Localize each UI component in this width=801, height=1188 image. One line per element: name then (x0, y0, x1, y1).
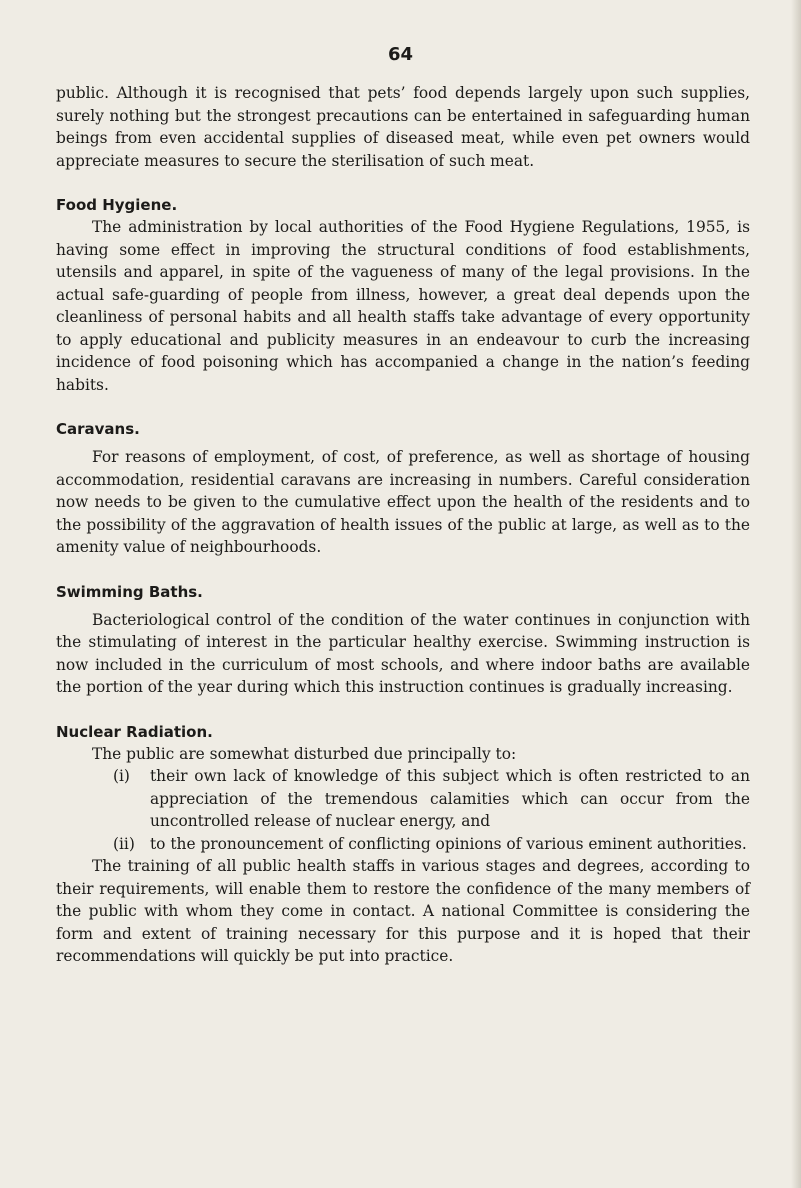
section-food-hygiene (56, 194, 750, 396)
section-heading: Nuclear Radiation. (56, 722, 213, 741)
section-heading: Caravans. (56, 420, 140, 438)
section-paragraph: For reasons of employment, of cost, of preference, as well as shortage of housing accommodation, residential caravans are increasing in numbers. Careful consideration now needs to be given to the cumulative effect upon the health of the residents and to the possibility of the aggravation of health issues of the public at large, as well as to the amenity value of neighbourhoods. (56, 448, 750, 556)
section-paragraph: The training of all public health staffs in various stages and degrees, according to their requirements, will enable them to restore the confidence of the many members of the public with whom they come in contact. A national Committee is considering the form and extent of training necessary for this purpose and it is hoped that their recommendations will quickly be put into practice. (56, 857, 750, 965)
section-paragraph: The administration by local authorities of the Food Hygiene Regulations, 1955, is having some effect in improving the structural conditions of food establishments, utensils and apparel, in spite of the vagueness of many of the legal provisions. In the actual safe-guarding of people from illness, however, a great deal depends upon the cleanliness of personal habits and all health staffs take advantage of every opportunity to apply educational and publicity measures in an endeavour to curb the increasing incidence of food poisoning which has accompanied a change in the nation’s feeding habits. (56, 218, 750, 394)
list-item-text: to the pronouncement of conflicting opinions of various eminent authorities. (150, 834, 747, 853)
page-edge-shadow (791, 0, 801, 1188)
section-heading: Swimming Baths. (56, 582, 203, 601)
intro-paragraph: public. Although it is recognised that pets’ food depends largely upon such supplies, surely nothing but the strongest precautions can be entertained in safeguarding human beings from even accidental supplies of diseased meat, while even pet owners would appreciate measures to secure the sterilisation of such meat. (56, 84, 750, 170)
list-item (56, 765, 750, 833)
section-lead: The public are somewhat disturbed due principally to: (92, 744, 517, 763)
list-item-text: their own lack of knowledge of this subject which is often restricted to an appreciation of the tremendous calamities which can occur from the uncontrolled release of nuclear energy, and (150, 767, 750, 830)
list-item-number: (ii) (113, 834, 135, 853)
section-heading: Food Hygiene. (56, 196, 178, 214)
numbered-list (56, 765, 750, 855)
section-nuclear-radiation (56, 721, 750, 968)
section-swimming-baths (56, 581, 750, 699)
section-caravans (56, 418, 750, 559)
list-item (56, 833, 750, 856)
section-paragraph: Bacteriological control of the condition of the water continues in conjunction with the stimulating of interest in the particular healthy exercise. Swimming instruction is now included in the curriculum of most schools, and where indoor baths are available the portion of the year during which this instruction continues is gradually increasing. (56, 610, 750, 696)
page-number: 64 (387, 44, 414, 65)
list-item-number: (i) (113, 767, 130, 785)
page-body (56, 82, 750, 968)
